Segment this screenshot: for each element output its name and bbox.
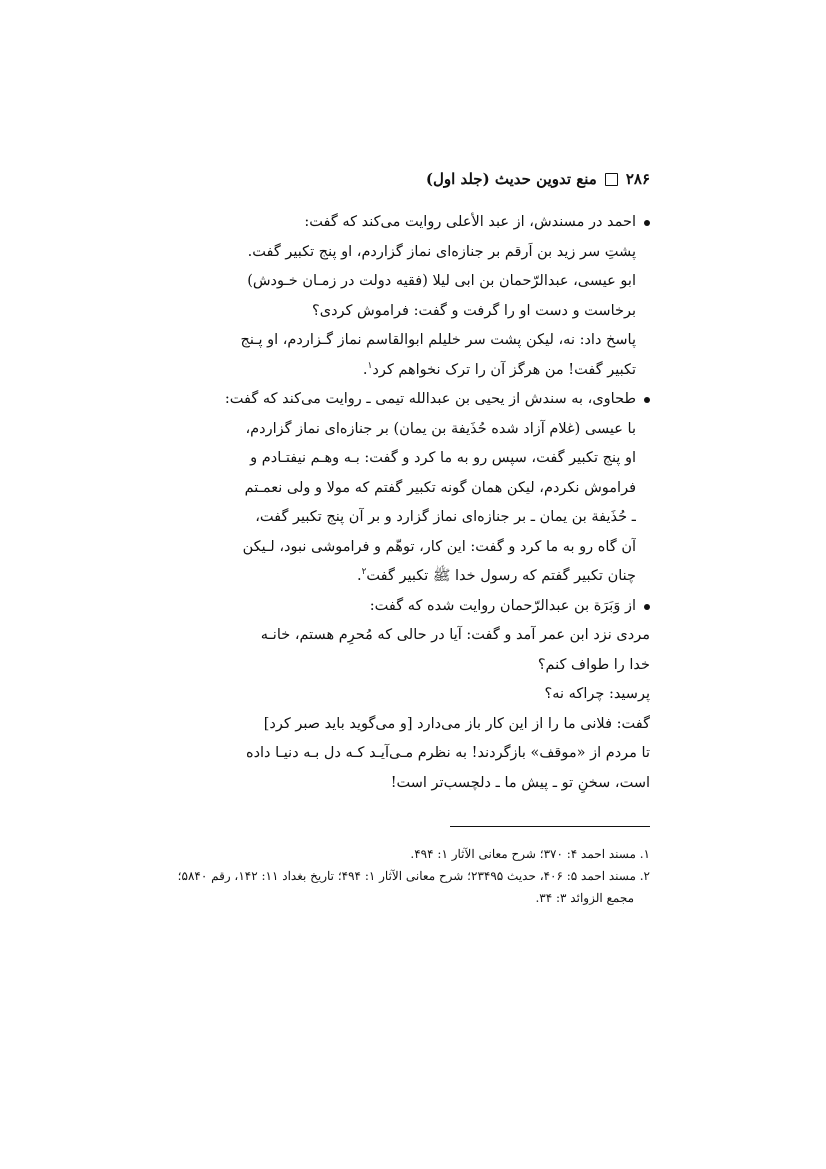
text-line: چنان تکبیر گفتم که رسول خدا ﷺ تکبیر گفت — [366, 568, 636, 584]
text-line: پشتِ سر زید بن اَرقم بر جنازه‌ای نماز گزاردم، او پنج تکبیر گفت. — [247, 243, 636, 260]
narration-lead: از وَبَرَة بن عبدالرّحمان روایت شده که گفت: — [176, 592, 650, 622]
text-line: گفت: فلانی ما را از این کار باز می‌دارد [و می‌گوید باید صبر کرد] — [263, 715, 650, 732]
text-line: مردی نزد ابن عمر آمد و گفت: آیا در حالی که مُحرِم هستم، خانـه — [260, 627, 650, 643]
square-box-icon — [605, 173, 618, 186]
text-line: پرسید: چراکه نه؟ — [544, 686, 650, 702]
text-line: آن گاه رو به ما کرد و گفت: این کار، توهّم و فراموشی نبود، لـیکن — [242, 538, 636, 555]
narration-1 — [176, 208, 650, 385]
narration-2 — [176, 385, 650, 592]
narration-lead: احمد در مسندش، از عبد الأعلی روایت می‌کند که گفت: — [176, 208, 650, 238]
text-line-with-note: تکبیر گفت! من هرگز آن را ترک نخواهم کرد$^۱$. — [362, 360, 636, 378]
text-line: برخاست و دست او را گرفت و گفت: فراموش کردی؟ — [312, 302, 636, 319]
main-text — [176, 208, 650, 798]
page-number: ۲۸۶ — [625, 170, 650, 188]
footnote-2: ۲. مسند احمد ۵: ۴۰۶، حدیث ۲۳۴۹۵؛ شرح معانی الآثار ۱: ۴۹۴؛ تاریخ بغداد ۱۱: ۱۴۲، رقم ۵۸۴۰؛ — [177, 869, 650, 883]
text-line: ابو عیسی، عبدالرّحمان بن ابی لیلا (فقیه دولت در زمـان خـودش) — [247, 273, 636, 289]
text-line-with-note: چنان تکبیر گفتم که رسول خدا ﷺ تکبیر گفت$^۲$. — [356, 567, 636, 584]
footnotes — [150, 843, 650, 909]
narration-lead: طحاوی، به سندش از یحیی بن عبدالله تیمی ـ روایت می‌کند که گفت: — [176, 385, 650, 415]
footnote-divider — [450, 826, 650, 827]
narration-3 — [176, 592, 650, 799]
text-line: تکبیر گفت! من هرگز آن را ترک نخواهم کرد — [372, 361, 636, 378]
book-title: منع تدوین حدیث (جلد اول) — [425, 170, 597, 188]
text-line: پاسخ داد: نه، لیکن پشت سر خلیلم ابوالقاسم نماز گـزاردم، او پـنج — [240, 332, 636, 348]
text-line: او پنج تکبیر گفت، سپس رو به ما کرد و گفت: بـه وهـم نیفتـادم و — [250, 450, 636, 466]
footnote-marker: ۲ — [361, 567, 367, 578]
text-line: ـ حُذَیفة بن یمان ـ بر جنازه‌ای نماز گزارد و بر آن پنج تکبیر گفت، — [255, 509, 636, 525]
text-line: با عیسی (غلام آزاد شده حُذَیفة بن یمان) بر جنازه‌ای نماز گزاردم، — [245, 420, 636, 437]
text-line: تا مردم از «موقف» بازگردند! به نظرم مـی‌آیـد کـه دل بـه دنیـا داده — [245, 745, 650, 761]
footnote-2-continued: مجمع الزوائد ۳: ۳۴. — [535, 891, 634, 905]
text-line: خدا را طواف کنم؟ — [537, 656, 650, 673]
running-header — [176, 170, 650, 188]
footnote-marker: ۱ — [367, 360, 373, 371]
text-line: فراموش نکردم، لیکن همان گونه تکبیر گفتم که مولا و ولی نعمـتم — [244, 479, 636, 496]
text-line: است، سخنِ تو ـ پیش ما ـ دلچسب‌تر است! — [390, 774, 650, 791]
footnote-1: ۱. مسند احمد ۴: ۳۷۰؛ شرح معانی الآثار ۱: ۴۹۴. — [410, 847, 650, 861]
